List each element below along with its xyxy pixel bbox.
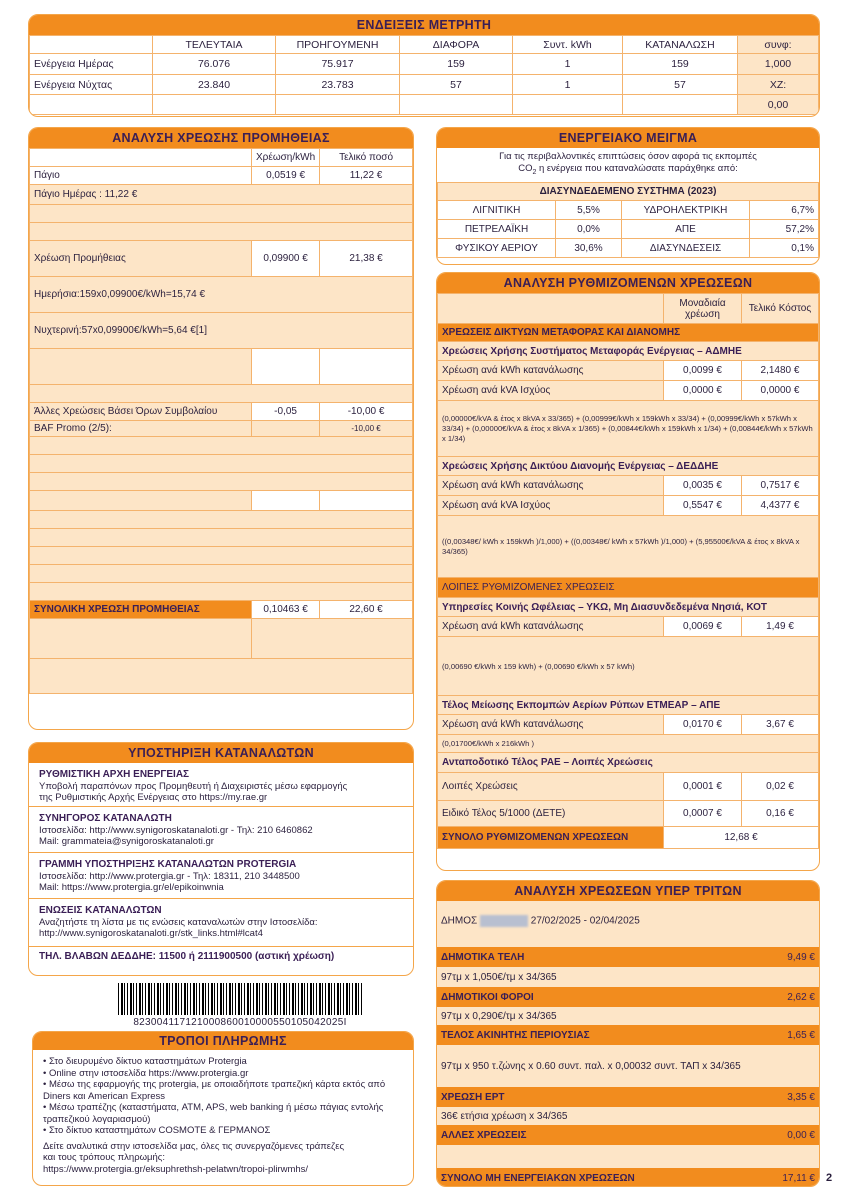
- cell: 12,68 €: [664, 827, 819, 849]
- col-header: ΚΑΤΑΝΑΛΩΣΗ: [623, 36, 738, 54]
- cell: 17,11 €: [782, 1172, 815, 1184]
- row-label: Χρέωση Προμήθειας: [30, 241, 252, 277]
- cell: 3,35 €: [787, 1091, 815, 1103]
- table-row: [437, 967, 819, 987]
- table-row: [437, 1025, 819, 1045]
- barcode-number: 823004117121000860010000550105042025I: [133, 1017, 347, 1028]
- col-header: Μοναδιαία χρέωση: [664, 294, 742, 324]
- regulated-charges-title: ΑΝΑΛΥΣΗ ΡΥΘΜΙΖΟΜΕΝΩΝ ΧΡΕΩΣΕΩΝ: [437, 273, 819, 293]
- list-item: • Μέσω τραπέζης (καταστήματα, ATM, APS, web banking ή μέσω πάγιας εντολής τραπεζικού λογαριασμού): [43, 1102, 403, 1125]
- row-label: ΣΥΝΟΛΟ ΜΗ ΕΝΕΡΓΕΙΑΚΩΝ ΧΡΕΩΣΕΩΝ: [441, 1172, 635, 1184]
- col-header: Τελικό ποσό: [320, 149, 413, 167]
- cell: 0,16 €: [742, 801, 819, 827]
- third-party-panel: [436, 880, 820, 1187]
- supply-table: [29, 148, 413, 694]
- support-line: Υποβολή παραπόνων προς Προμηθευτή ή Διαχειριστές μέσω εφαρμογής: [39, 780, 348, 792]
- support-line: http://www.synigoroskatanaloti.gr/stk_links.html#lcat4: [39, 928, 263, 939]
- cell: ΔΙΑΣΥΝΔΕΣΕΙΣ: [622, 239, 750, 258]
- subsection-title: Τέλος Μείωσης Εκπομπών Αερίων Ρύπων ΕΤΜΕΑΡ – ΑΠΕ: [438, 696, 819, 715]
- table-row: [30, 313, 413, 349]
- subsection-title: Ανταποδοτικό Τέλος ΡΑΕ – Λοιπές Χρεώσεις: [438, 753, 819, 773]
- table-row: [30, 403, 413, 421]
- support-line: Mail: grammateia@synigoroskatanaloti.gr: [39, 836, 214, 847]
- cell: 0,7517 €: [742, 476, 819, 496]
- support-section: [29, 899, 413, 947]
- list-item: • Στο διευρυμένο δίκτυο καταστημάτων Protergia: [43, 1056, 403, 1068]
- cell: 0,0069 €: [664, 617, 742, 637]
- row-label: Χρέωση ανά kVA Ισχύος: [438, 381, 664, 401]
- page-number: 2: [826, 1172, 833, 1184]
- cell: 0,09900 €: [252, 241, 320, 277]
- row-label: Άλλες Χρεώσεις Βάσει Όρων Συμβολαίου: [30, 403, 252, 421]
- payment-link[interactable]: https://www.protergia.gr/eksuphrethsh-pelatwn/tropoi-plirwmhs/: [43, 1163, 309, 1175]
- table-row: [437, 1125, 819, 1145]
- detail-text: 97τμ x 1,050€/τμ x 34/365: [441, 971, 557, 983]
- table-row: [438, 294, 819, 324]
- support-section-title: ΡΥΘΜΙΣΤΙΚΗ ΑΡΧΗ ΕΝΕΡΓΕΙΑΣ: [39, 769, 190, 780]
- row-label: Χρέωση ανά kWh κατανάλωσης: [438, 617, 664, 637]
- cell: 0,5547 €: [664, 496, 742, 516]
- subsection-title: Υπηρεσίες Κοινής Ωφέλειας – ΥΚΩ, Μη Διασυνδεδεμένα Νησιά, ΚΟΤ: [438, 598, 819, 617]
- cell: ΧΖ:: [738, 75, 819, 95]
- table-row: [438, 516, 819, 578]
- table-row: [438, 617, 819, 637]
- cell: 21,38 €: [320, 241, 413, 277]
- table-row: [438, 220, 819, 239]
- table-row: [438, 773, 819, 801]
- support-line: Mail: https://www.protergia.gr/el/epikoinwnia: [39, 882, 224, 893]
- row-label: Ενέργεια Νύχτας: [30, 75, 153, 95]
- row-label: ΔΗΜΟΤΙΚΑ ΤΕΛΗ: [441, 951, 525, 963]
- table-row: [30, 54, 819, 75]
- third-party-table: [437, 947, 819, 1187]
- detail-text: 97τμ x 950 τ.ζώνης x 0.60 συντ. παλ. x 0,00032 συντ. ΤΑΠ x 34/365: [441, 1060, 741, 1072]
- formula-text: (0,00690 €/kWh x 159 kWh) + (0,00690 €/kWh x 57 kWh): [438, 637, 819, 696]
- cell: 2,62 €: [787, 991, 815, 1003]
- support-line: Αναζητήστε τη λίστα με τις ενώσεις καταναλωτών στην Ιστοσελίδα:: [39, 916, 318, 928]
- subsection-title: Χρεώσεις Χρήσης Συστήματος Μεταφοράς Ενέργειας – ΑΔΜΗΕ: [438, 342, 819, 361]
- table-row: [438, 201, 819, 220]
- col-header: ΤΕΛΕΥΤΑΙΑ: [153, 36, 276, 54]
- cell: 1: [513, 54, 623, 75]
- payment-footer: [33, 1137, 413, 1176]
- redacted-area: [480, 915, 528, 927]
- support-section-title: ΓΡΑΜΜΗ ΥΠΟΣΤΗΡΙΞΗΣ ΚΑΤΑΝΑΛΩΤΩΝ PROTERGIA: [39, 859, 297, 870]
- cell: 23.783: [276, 75, 400, 95]
- col-header: συνφ:: [738, 36, 819, 54]
- table-row: [438, 361, 819, 381]
- table-row: [438, 637, 819, 696]
- consumer-support-title: ΥΠΟΣΤΗΡΙΞΗ ΚΑΤΑΝΑΛΩΤΩΝ: [29, 743, 413, 763]
- cell: ΥΔΡΟΗΛΕΚΤΡΙΚΗ: [622, 201, 750, 220]
- cell: ΠΕΤΡΕΛΑΪΚΗ: [438, 220, 556, 239]
- col-header: Συντ. kWh: [513, 36, 623, 54]
- cell: 0,0000 €: [664, 381, 742, 401]
- table-row: [438, 696, 819, 715]
- table-row: [438, 735, 819, 753]
- list-item: • Στο δίκτυο καταστημάτων COSMOTE & ΓΕΡΜΑΝΟΣ: [43, 1125, 403, 1137]
- table-row: [438, 715, 819, 735]
- cell: 4,4377 €: [742, 496, 819, 516]
- municipality-row: [437, 901, 819, 947]
- support-section-title: ΣΥΝΗΓΟΡΟΣ ΚΑΤΑΝΑΛΩΤΗ: [39, 813, 172, 824]
- cell: 1,000: [738, 54, 819, 75]
- cell: 0,10463 €: [252, 601, 320, 619]
- table-row: [438, 342, 819, 361]
- energy-mix-intro: [437, 148, 819, 182]
- energy-mix-panel: [436, 127, 820, 265]
- table-row: [30, 185, 413, 205]
- cell: 57: [623, 75, 738, 95]
- payment-list: [33, 1050, 413, 1137]
- cell: -0,05: [252, 403, 320, 421]
- row-label: Χρέωση ανά kWh κατανάλωσης: [438, 476, 664, 496]
- row-label: ΔΗΜΟΤΙΚΟΙ ΦΟΡΟΙ: [441, 991, 534, 1003]
- cell: 0,00: [738, 95, 819, 115]
- table-row: [438, 753, 819, 773]
- cell: 30,6%: [556, 239, 622, 258]
- cell: 57: [400, 75, 513, 95]
- cell: Ημερήσια:159x0,09900€/kWh=15,74 €: [30, 277, 413, 313]
- cell: 1: [513, 75, 623, 95]
- table-row: [437, 987, 819, 1007]
- regulated-charges-panel: [436, 272, 820, 871]
- table-row: [30, 421, 413, 437]
- support-line: Ιστοσελίδα: http://www.protergia.gr - Τηλ: 18311, 210 3448500: [39, 870, 300, 882]
- table-row: [30, 95, 819, 115]
- formula-text: ((0,00348€/ kWh x 159kWh )/1,000) + ((0,00348€/ kWh x 57kWh )/1,000) + (5,95500€/kVA & έτος x 8kVA x 34/365): [438, 516, 819, 578]
- cell: 11,22 €: [320, 167, 413, 185]
- row-label: ΤΕΛΟΣ ΑΚΙΝΗΤΗΣ ΠΕΡΙΟΥΣΙΑΣ: [441, 1029, 590, 1041]
- row-label: ΣΥΝΟΛΙΚΗ ΧΡΕΩΣΗ ΠΡΟΜΗΘΕΙΑΣ: [30, 601, 252, 619]
- cell: 22,60 €: [320, 601, 413, 619]
- cell: 0,0000 €: [742, 381, 819, 401]
- table-row: [438, 324, 819, 342]
- cell: 159: [623, 54, 738, 75]
- cell: 0,0035 €: [664, 476, 742, 496]
- cell: 1,65 €: [787, 1029, 815, 1041]
- table-row: [438, 401, 819, 457]
- cell: 6,7%: [750, 201, 819, 220]
- row-label: ΣΥΝΟΛΟ ΡΥΘΜΙΖΟΜΕΝΩΝ ΧΡΕΩΣΕΩΝ: [438, 827, 664, 849]
- section-title: ΛΟΙΠΕΣ ΡΥΘΜΙΖΟΜΕΝΕΣ ΧΡΕΩΣΕΙΣ: [438, 578, 819, 598]
- subsection-title: Χρεώσεις Χρήσης Δικτύου Διανομής Ενέργειας – ΔΕΔΔΗΕ: [438, 457, 819, 476]
- cell: Νυχτερινή:57x0,09900€/kWh=5,64 €[1]: [30, 313, 413, 349]
- cell: 0,0001 €: [664, 773, 742, 801]
- support-section: [29, 853, 413, 899]
- formula-text: (0,01700€/kWh x 216kWh ): [438, 735, 819, 753]
- table-row: [30, 36, 819, 54]
- list-item: • Μέσω της εφαρμογής της protergia, με οποιαδήποτε τραπεζική κάρτα εκτός από Diners και American Express: [43, 1079, 403, 1102]
- table-row: [438, 239, 819, 258]
- cell: Πάγιο Ημέρας : 11,22 €: [30, 185, 413, 205]
- cell: 0,02 €: [742, 773, 819, 801]
- cell: ΛΙΓΝΙΤΙΚΗ: [438, 201, 556, 220]
- cell: 76.076: [153, 54, 276, 75]
- cell: ΑΠΕ: [622, 220, 750, 239]
- support-section: [29, 763, 413, 807]
- table-row: [438, 801, 819, 827]
- table-row: [438, 578, 819, 598]
- cell: 75.917: [276, 54, 400, 75]
- table-row: [438, 476, 819, 496]
- support-line: Ιστοσελίδα: http://www.synigoroskatanaloti.gr - Τηλ: 210 6460862: [39, 824, 313, 836]
- table-row: [30, 277, 413, 313]
- cell: 0,00 €: [787, 1129, 815, 1141]
- table-row: [437, 1045, 819, 1087]
- payment-methods-title: ΤΡΟΠΟΙ ΠΛΗΡΩΜΗΣ: [33, 1032, 413, 1050]
- cell: 23.840: [153, 75, 276, 95]
- cell: 0,0170 €: [664, 715, 742, 735]
- table-row: [438, 598, 819, 617]
- section-title: ΧΡΕΩΣΕΙΣ ΔΙΚΤΥΩΝ ΜΕΤΑΦΟΡΑΣ ΚΑΙ ΔΙΑΝΟΜΗΣ: [438, 324, 819, 342]
- cell: -10,00 €: [320, 421, 413, 437]
- payment-footer-line: Δείτε αναλυτικά στην ιστοσελίδα μας, όλες τις συνεργαζόμενες τράπεζες: [43, 1140, 345, 1152]
- table-row: [438, 183, 819, 201]
- cell: 2,1480 €: [742, 361, 819, 381]
- table-row: [437, 947, 819, 967]
- system-label: ΔΙΑΣΥΝΔΕΔΕΜΕΝΟ ΣΥΣΤΗΜΑ (2023): [438, 183, 819, 201]
- municipality-label: ΔΗΜΟΣ: [441, 915, 478, 927]
- meter-readings-panel: [28, 14, 820, 117]
- intro-text-co2: $CO_2$ η ενέργεια που καταναλώσατε παράχθηκε από:: [518, 163, 738, 176]
- formula-text: (0,00000€/kVA & έτος x 8kVA x 33/365) + (0,00999€/kWh x 159kWh x 33/34) + (0,00999€/kWh x 57kWh x 33/34) + (0,00000€/kVA & έτος x 8kVA x 1/365) + (0,00844€/kWh x 159kWh x 1/34) + (0,00844€/kWh x 57kWh x 1/34): [438, 401, 819, 457]
- table-row: [438, 827, 819, 849]
- meter-readings-title: ΕΝΔΕΙΞΕΙΣ ΜΕΤΡΗΤΗ: [29, 15, 819, 35]
- energy-mix-table: [437, 182, 819, 258]
- supply-analysis-title: ΑΝΑΛΥΣΗ ΧΡΕΩΣΗΣ ΠΡΟΜΗΘΕΙΑΣ: [29, 128, 413, 148]
- table-row: [437, 1087, 819, 1107]
- cell: 57,2%: [750, 220, 819, 239]
- intro-text: Για τις περιβαλλοντικές επιπτώσεις όσον αφορά τις εκπομπές: [499, 151, 757, 162]
- row-label: Λοιπές Χρεώσεις: [438, 773, 664, 801]
- table-row: [30, 149, 413, 167]
- table-row: [437, 1107, 819, 1125]
- cell: 5,5%: [556, 201, 622, 220]
- col-header: Χρέωση/kWh: [252, 149, 320, 167]
- support-line: της Ρυθμιστικής Αρχής Ενέργειας στο https://my.rae.gr: [39, 792, 268, 803]
- row-label: Χρέωση ανά kVA Ισχύος: [438, 496, 664, 516]
- row-label: Ενέργεια Ημέρας: [30, 54, 153, 75]
- cell: 3,67 €: [742, 715, 819, 735]
- consumer-support-panel: [28, 742, 414, 976]
- cell: 0,0%: [556, 220, 622, 239]
- table-row: [30, 601, 413, 619]
- table-row: [437, 1007, 819, 1025]
- third-party-title: ΑΝΑΛΥΣΗ ΧΡΕΩΣΕΩΝ ΥΠΕΡ ΤΡΙΤΩΝ: [437, 881, 819, 901]
- regulated-table: [437, 293, 819, 849]
- cell: -10,00 €: [320, 403, 413, 421]
- detail-text: 97τμ x 0,290€/τμ x 34/365: [441, 1010, 557, 1022]
- col-header: ΠΡΟΗΓΟΥΜΕΝΗ: [276, 36, 400, 54]
- billing-period: 27/02/2025 - 02/04/2025: [530, 915, 640, 927]
- meter-readings-table: [29, 35, 819, 115]
- table-row: [30, 167, 413, 185]
- cell: 0,0099 €: [664, 361, 742, 381]
- col-header: ΔΙΑΦΟΡΑ: [400, 36, 513, 54]
- cell: 0,1%: [750, 239, 819, 258]
- table-row: [438, 496, 819, 516]
- cell: 159: [400, 54, 513, 75]
- table-row: [438, 457, 819, 476]
- cell: ΦΥΣΙΚΟΥ ΑΕΡΙΟΥ: [438, 239, 556, 258]
- barcode: [118, 983, 362, 1015]
- cell: 0,0519 €: [252, 167, 320, 185]
- table-row: [437, 1168, 819, 1187]
- payment-methods-panel: [32, 1031, 414, 1186]
- list-item: • Online στην ιστοσελίδα https://www.protergia.gr: [43, 1068, 403, 1080]
- cell: 0,0007 €: [664, 801, 742, 827]
- row-label: Χρέωση ανά kWh κατανάλωσης: [438, 361, 664, 381]
- col-header: Τελικό Κόστος: [742, 294, 819, 324]
- detail-text: 36€ ετήσια χρέωση x 34/365: [441, 1110, 568, 1122]
- table-row: [30, 75, 819, 95]
- row-label: ΑΛΛΕΣ ΧΡΕΩΣΕΙΣ: [441, 1129, 527, 1141]
- row-label: Ειδικό Τέλος 5/1000 (ΔΕΤΕ): [438, 801, 664, 827]
- damage-line: ΤΗΛ. ΒΛΑΒΩΝ ΔΕΔΔΗΕ: 11500 ή 2111900500 (αστική χρέωση): [39, 951, 335, 962]
- energy-mix-title: ΕΝΕΡΓΕΙΑΚΟ ΜΕΙΓΜΑ: [437, 128, 819, 148]
- row-label: ΧΡΕΩΣΗ ΕΡΤ: [441, 1091, 505, 1103]
- support-section: [29, 807, 413, 853]
- cell: 1,49 €: [742, 617, 819, 637]
- supply-analysis-panel: [28, 127, 414, 730]
- support-section-title: ΕΝΩΣΕΙΣ ΚΑΤΑΝΑΛΩΤΩΝ: [39, 905, 162, 916]
- cell: 9,49 €: [787, 951, 815, 963]
- table-row: [438, 381, 819, 401]
- row-label: Χρέωση ανά kWh κατανάλωσης: [438, 715, 664, 735]
- payment-footer-line: και τους τρόπους πληρωμής:: [43, 1152, 165, 1163]
- row-label: Πάγιο: [30, 167, 252, 185]
- row-label: BAF Promo (2/5):: [30, 421, 252, 437]
- table-row: [30, 241, 413, 277]
